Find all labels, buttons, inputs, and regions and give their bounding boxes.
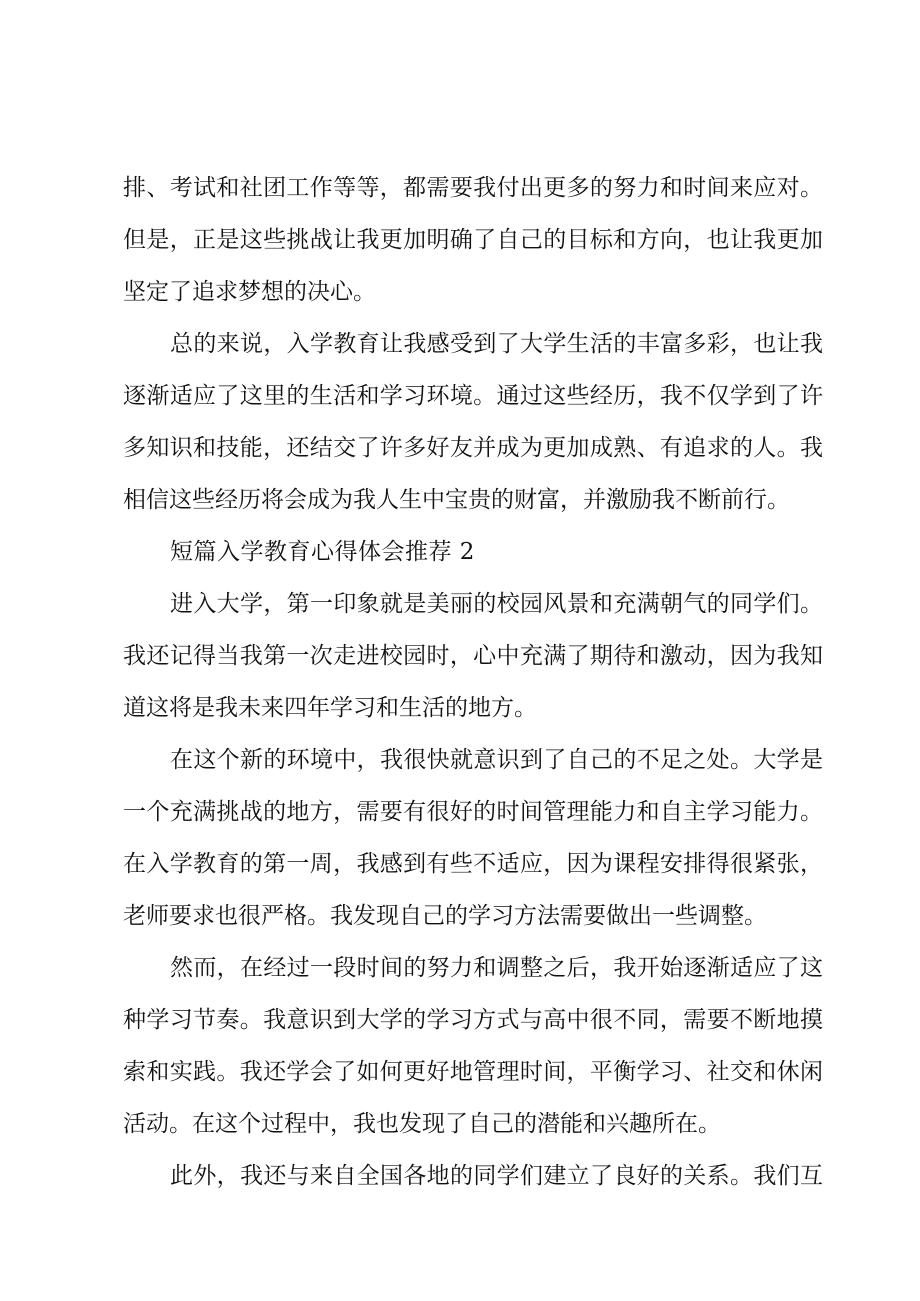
text-line: 相信这些经历将会成为我人生中宝贵的财富，并激励我不断前行。 [123, 487, 790, 513]
document-body [123, 162, 823, 1202]
text-line: 我还记得当我第一次走进校园时，心中充满了期待和激动，因为我知 [123, 643, 823, 669]
text-line: 老师要求也很严格。我发现自己的学习方法需要做出一些调整。 [123, 903, 767, 929]
text-line: 排、考试和社团工作等等，都需要我付出更多的努力和时间来应对。 [123, 175, 823, 201]
paragraph-first-line: 在这个新的环境中，我很快就意识到了自己的不足之处。大学是 [170, 747, 823, 773]
text-line: 坚定了追求梦想的决心。 [123, 279, 376, 305]
text-line: 道这将是我未来四年学习和生活的地方。 [123, 695, 537, 721]
paragraph-first-line: 此外，我还与来自全国各地的同学们建立了良好的关系。我们互 [170, 1163, 823, 1189]
text-line: 种学习节奏。我意识到大学的学习方式与高中很不同，需要不断地摸 [123, 1007, 823, 1033]
section-heading: 短篇入学教育心得体会推荐 2 [170, 539, 475, 565]
paragraph-first-line: 然而，在经过一段时间的努力和调整之后，我开始逐渐适应了这 [170, 955, 823, 981]
text-line: 但是，正是这些挑战让我更加明确了自己的目标和方向，也让我更加 [123, 227, 823, 253]
text-line: 活动。在这个过程中，我也发现了自己的潜能和兴趣所在。 [123, 1111, 721, 1137]
text-line: 在入学教育的第一周，我感到有些不适应，因为课程安排得很紧张， [123, 851, 823, 877]
text-line: 索和实践。我还学会了如何更好地管理时间，平衡学习、社交和休闲 [123, 1059, 823, 1085]
text-line: 多知识和技能，还结交了许多好友并成为更加成熟、有追求的人。我 [123, 435, 823, 461]
paragraph-first-line: 进入大学，第一印象就是美丽的校园风景和充满朝气的同学们。 [170, 591, 823, 617]
text-line: 一个充满挑战的地方，需要有很好的时间管理能力和自主学习能力。 [123, 799, 823, 825]
paragraph-first-line: 总的来说，入学教育让我感受到了大学生活的丰富多彩，也让我 [170, 331, 823, 357]
text-line: 逐渐适应了这里的生活和学习环境。通过这些经历，我不仅学到了许 [123, 383, 823, 409]
